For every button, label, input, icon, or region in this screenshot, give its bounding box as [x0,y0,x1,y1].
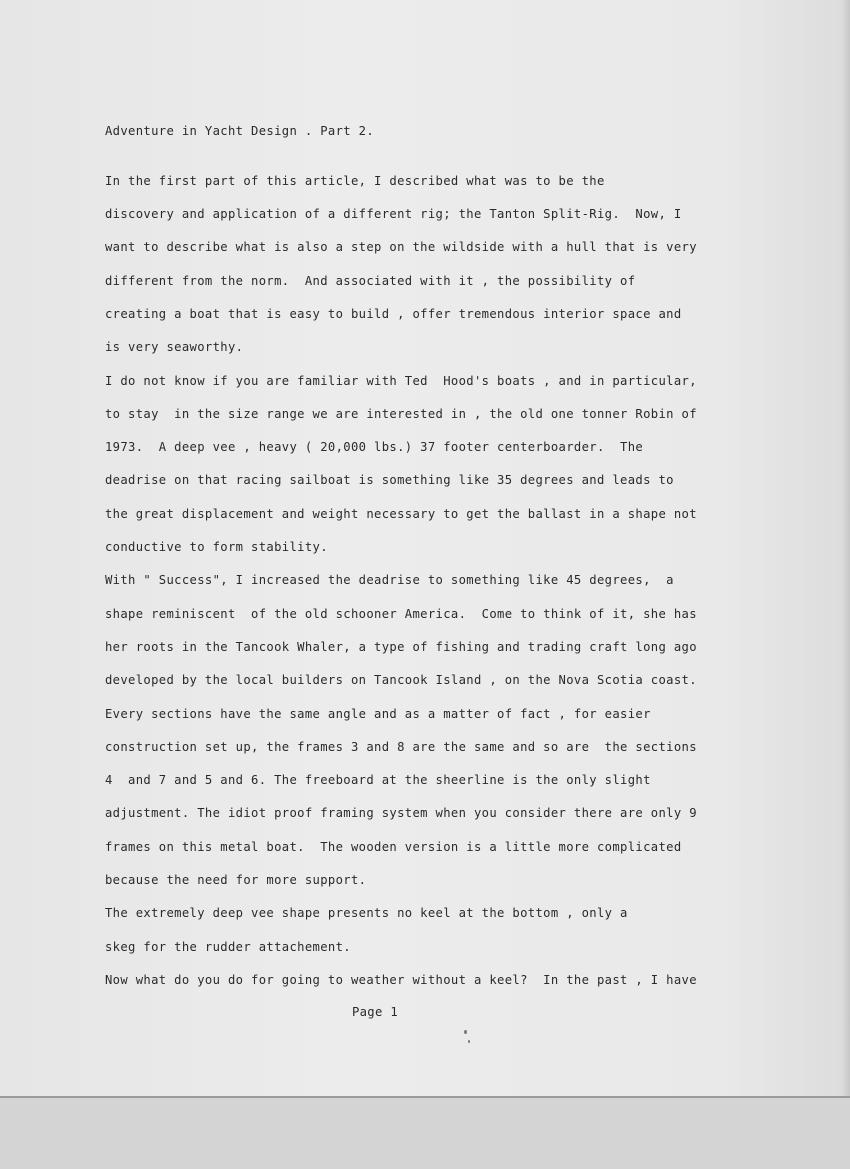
text-line: With " Success", I increased the deadrise to something like 45 degrees, a [105,573,674,588]
text-line: different from the norm. And associated with it , the possibility of [105,273,636,288]
text-line: her roots in the Tancook Whaler, a type of fishing and trading craft long ago [105,639,697,654]
text-line: because the need for more support. [105,873,367,888]
page-shadow [842,0,850,1098]
text-line: adjustment. The idiot proof framing system when you consider there are only 9 [105,806,697,821]
text-line: shape reminiscent of the old schooner America. Come to think of it, she has [105,606,697,621]
text-line: conductive to form stability. [105,540,328,555]
text-line: construction set up, the frames 3 and 8 are the same and so are the sections [105,739,697,754]
scanner-background [0,1098,850,1169]
scan-speck [464,1030,467,1034]
page-number: Page 1 [351,1005,399,1019]
text-line: Now what do you do for going to weather without a keel? In the past , I have [105,972,697,987]
text-line: Every sections have the same angle and as a matter of fact , for easier [105,706,651,721]
text-line: deadrise on that racing sailboat is something like 35 degrees and leads to [105,473,674,488]
text-line: developed by the local builders on Tancook Island , on the Nova Scotia coast. [105,673,697,688]
text-line: The extremely deep vee shape presents no keel at the bottom , only a [105,906,628,921]
text-line: skeg for the rudder attachement. [105,939,351,954]
text-line: discovery and application of a different rig; the Tanton Split-Rig. Now, I [105,207,682,222]
text-line: frames on this metal boat. The wooden version is a little more complicated [105,839,682,854]
text-line: 1973. A deep vee , heavy ( 20,000 lbs.) 37 footer centerboarder. The [105,440,644,455]
article-body [105,122,765,1004]
text-line: 4 and 7 and 5 and 6. The freeboard at the sheerline is the only slight [105,773,651,788]
text-line: In the first part of this article, I described what was to be the [105,173,605,188]
text-line: to stay in the size range we are interested in , the old one tonner Robin of [105,406,697,421]
article-title: Adventure in Yacht Design . Part 2. [105,124,375,138]
scan-speck [468,1040,470,1043]
text-line: creating a boat that is easy to build , offer tremendous interior space and [105,306,682,321]
text-line: is very seaworthy. [105,340,244,355]
text-line: want to describe what is also a step on the wildside with a hull that is very [105,240,697,255]
text-line: the great displacement and weight necessary to get the ballast in a shape not [105,506,697,521]
text-line: I do not know if you are familiar with Ted Hood's boats , and in particular, [105,373,697,388]
